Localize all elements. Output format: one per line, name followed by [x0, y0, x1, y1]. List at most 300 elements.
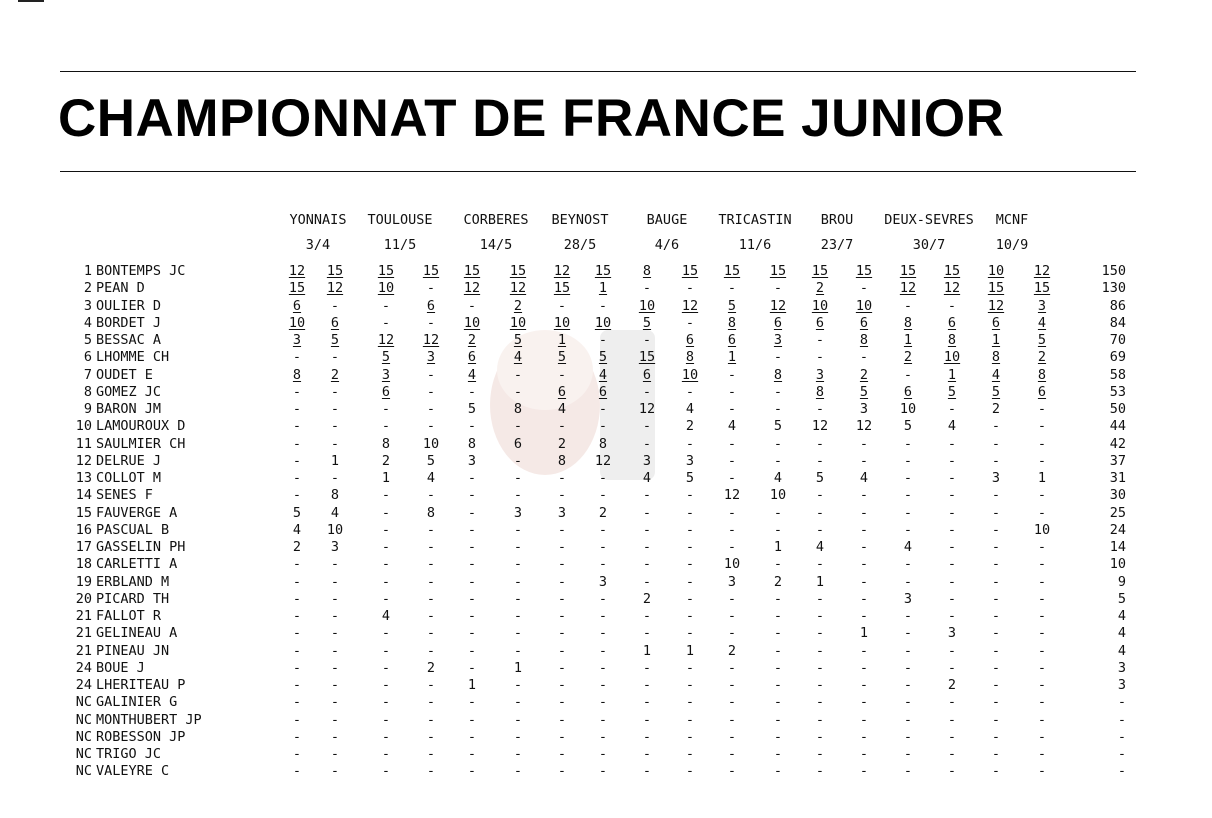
score-cell: -: [773, 625, 783, 642]
score-cell: -: [467, 711, 477, 728]
score-cell: -: [513, 470, 523, 486]
score-cell: 4: [642, 470, 652, 486]
score-cell: -: [598, 521, 608, 538]
race-name: YONNAIS: [289, 212, 347, 228]
score-cell: -: [292, 435, 302, 452]
race-date: 11/6: [738, 237, 772, 253]
score-cell: -: [685, 314, 695, 331]
score-cell: -: [330, 590, 340, 607]
score-cell: -: [557, 470, 567, 486]
score-cell: -: [292, 556, 302, 573]
score-cell: 15: [769, 263, 787, 279]
score-cell: -: [947, 694, 957, 711]
score-cell: 1: [685, 642, 695, 659]
score-cell: -: [727, 383, 737, 400]
score-cell: -: [513, 487, 523, 504]
score-cell: 5: [513, 332, 523, 348]
score-cell: -: [330, 608, 340, 624]
score-cell: -: [598, 763, 608, 780]
score-cell: -: [381, 763, 391, 780]
score-cell: 2: [642, 590, 652, 607]
score-cell: 1: [557, 332, 567, 348]
score-cell: -: [859, 677, 869, 693]
score-cell: 6: [947, 314, 957, 331]
score-cell: 10: [594, 314, 612, 331]
row-total: 84: [1109, 314, 1126, 331]
score-cell: -: [557, 711, 567, 728]
race-date: 30/7: [912, 237, 946, 253]
score-cell: -: [685, 608, 695, 624]
score-cell: 5: [859, 383, 869, 400]
row-name: CARLETTI A: [96, 556, 178, 573]
score-cell: -: [773, 504, 783, 521]
score-cell: -: [330, 556, 340, 573]
score-cell: -: [642, 435, 652, 452]
score-cell: 2: [513, 297, 523, 314]
score-cell: -: [727, 728, 737, 745]
score-cell: -: [292, 452, 302, 469]
score-cell: 2: [947, 677, 957, 693]
score-cell: 2: [991, 401, 1001, 417]
score-cell: 4: [991, 366, 1001, 383]
score-cell: -: [330, 711, 340, 728]
score-cell: 10: [509, 314, 527, 331]
score-cell: 3: [467, 452, 477, 469]
score-cell: -: [292, 573, 302, 590]
score-cell: 6: [727, 332, 737, 348]
row-total: 53: [1109, 383, 1126, 400]
score-cell: 6: [598, 383, 608, 400]
score-cell: 2: [598, 504, 608, 521]
score-cell: -: [903, 452, 913, 469]
row-rank: 3: [83, 297, 92, 314]
score-cell: -: [947, 763, 957, 780]
score-cell: -: [815, 746, 825, 762]
score-cell: -: [991, 539, 1001, 555]
row-rank: 12: [75, 452, 92, 469]
row-name: VALEYRE C: [96, 763, 170, 780]
row-name: SAULMIER CH: [96, 435, 186, 452]
score-cell: 1: [1037, 470, 1047, 486]
score-cell: 10: [553, 314, 571, 331]
row-rank: 5: [83, 332, 92, 348]
score-cell: -: [598, 711, 608, 728]
row-total: 58: [1109, 366, 1126, 383]
score-cell: -: [1037, 556, 1047, 573]
score-cell: -: [467, 470, 477, 486]
score-cell: -: [513, 608, 523, 624]
score-cell: 5: [426, 452, 436, 469]
score-cell: 4: [513, 349, 523, 366]
score-cell: 6: [815, 314, 825, 331]
row-total: 130: [1101, 280, 1126, 297]
score-cell: 6: [859, 314, 869, 331]
score-cell: 10: [769, 487, 787, 504]
score-cell: -: [727, 521, 737, 538]
score-cell: 2: [557, 435, 567, 452]
score-cell: 4: [815, 539, 825, 555]
score-cell: 2: [330, 366, 340, 383]
score-cell: -: [642, 711, 652, 728]
score-cell: -: [642, 728, 652, 745]
score-cell: -: [426, 711, 436, 728]
score-cell: -: [947, 590, 957, 607]
score-cell: -: [381, 746, 391, 762]
score-cell: -: [426, 763, 436, 780]
score-cell: -: [1037, 418, 1047, 435]
row-total: 5: [1117, 590, 1126, 607]
row-name: LAMOUROUX D: [96, 418, 186, 435]
score-cell: -: [330, 435, 340, 452]
score-cell: -: [642, 418, 652, 435]
score-cell: -: [991, 625, 1001, 642]
score-cell: 15: [288, 280, 306, 297]
score-cell: -: [1037, 659, 1047, 676]
score-cell: 12: [723, 487, 741, 504]
score-cell: -: [815, 556, 825, 573]
score-cell: -: [426, 418, 436, 435]
row-total: 44: [1109, 418, 1126, 435]
score-cell: -: [642, 556, 652, 573]
score-cell: -: [1037, 728, 1047, 745]
score-cell: 12: [943, 280, 961, 297]
score-cell: -: [426, 521, 436, 538]
row-total: 86: [1109, 297, 1126, 314]
row-total: -: [1117, 746, 1126, 762]
score-cell: -: [685, 659, 695, 676]
row-rank: NC: [75, 763, 92, 780]
score-cell: 12: [987, 297, 1005, 314]
row-total: -: [1117, 694, 1126, 711]
score-cell: -: [773, 677, 783, 693]
score-cell: 5: [292, 504, 302, 521]
row-name: PEAN D: [96, 280, 145, 297]
score-cell: -: [903, 728, 913, 745]
row-rank: 13: [75, 470, 92, 486]
score-cell: 12: [638, 401, 656, 417]
score-cell: 2: [1037, 349, 1047, 366]
row-rank: NC: [75, 694, 92, 711]
score-cell: -: [557, 625, 567, 642]
score-cell: -: [513, 452, 523, 469]
score-cell: -: [1037, 746, 1047, 762]
score-cell: 1: [859, 625, 869, 642]
score-cell: -: [426, 590, 436, 607]
score-cell: -: [330, 470, 340, 486]
score-cell: 5: [1037, 332, 1047, 348]
score-cell: 1: [815, 573, 825, 590]
score-cell: 5: [381, 349, 391, 366]
row-total: 50: [1109, 401, 1126, 417]
score-cell: -: [727, 711, 737, 728]
score-cell: -: [947, 556, 957, 573]
race-name: BEYNOST: [551, 212, 609, 228]
score-cell: -: [991, 694, 1001, 711]
score-cell: 8: [859, 332, 869, 348]
score-cell: -: [991, 677, 1001, 693]
score-cell: -: [1037, 487, 1047, 504]
row-rank: 17: [75, 539, 92, 555]
score-cell: -: [426, 573, 436, 590]
score-cell: 5: [642, 314, 652, 331]
score-cell: -: [1037, 539, 1047, 555]
score-cell: -: [557, 677, 567, 693]
row-rank: NC: [75, 728, 92, 745]
race-date: 11/5: [383, 237, 417, 253]
row-name: GALINIER G: [96, 694, 178, 711]
row-rank: 15: [75, 504, 92, 521]
score-cell: 12: [899, 280, 917, 297]
score-cell: -: [947, 521, 957, 538]
score-cell: 4: [685, 401, 695, 417]
score-cell: -: [947, 435, 957, 452]
score-cell: -: [773, 694, 783, 711]
score-cell: -: [426, 694, 436, 711]
score-cell: -: [1037, 763, 1047, 780]
score-cell: -: [292, 608, 302, 624]
score-cell: 5: [991, 383, 1001, 400]
score-cell: -: [598, 642, 608, 659]
row-total: 4: [1117, 625, 1126, 642]
score-cell: 10: [987, 263, 1005, 279]
score-cell: 8: [642, 263, 652, 279]
score-cell: -: [642, 504, 652, 521]
score-cell: -: [727, 677, 737, 693]
row-name: SENES F: [96, 487, 153, 504]
score-cell: -: [727, 590, 737, 607]
score-cell: -: [426, 625, 436, 642]
score-cell: -: [642, 763, 652, 780]
score-cell: -: [903, 297, 913, 314]
score-cell: -: [292, 418, 302, 435]
score-cell: -: [1037, 694, 1047, 711]
row-name: ROBESSON JP: [96, 728, 186, 745]
score-cell: -: [426, 728, 436, 745]
score-cell: 2: [773, 573, 783, 590]
score-cell: 10: [377, 280, 395, 297]
score-cell: 6: [513, 435, 523, 452]
score-cell: -: [903, 659, 913, 676]
score-cell: -: [1037, 711, 1047, 728]
score-cell: -: [947, 487, 957, 504]
score-cell: -: [381, 297, 391, 314]
score-cell: 12: [553, 263, 571, 279]
score-cell: -: [467, 297, 477, 314]
score-cell: 3: [815, 366, 825, 383]
score-cell: 6: [381, 383, 391, 400]
race-date: 28/5: [563, 237, 597, 253]
score-cell: -: [467, 521, 477, 538]
score-cell: -: [991, 711, 1001, 728]
row-rank: 16: [75, 521, 92, 538]
score-cell: -: [381, 401, 391, 417]
score-cell: -: [426, 401, 436, 417]
score-cell: 5: [947, 383, 957, 400]
score-cell: -: [513, 728, 523, 745]
score-cell: -: [903, 470, 913, 486]
row-name: COLLOT M: [96, 470, 162, 486]
score-cell: -: [727, 280, 737, 297]
score-cell: 10: [422, 435, 440, 452]
score-cell: -: [903, 504, 913, 521]
score-cell: -: [557, 590, 567, 607]
score-cell: -: [513, 711, 523, 728]
score-cell: -: [292, 401, 302, 417]
score-cell: -: [557, 746, 567, 762]
row-rank: 21: [75, 608, 92, 624]
score-cell: 3: [330, 539, 340, 555]
score-cell: -: [330, 659, 340, 676]
score-cell: 2: [426, 659, 436, 676]
score-cell: 2: [467, 332, 477, 348]
score-cell: 15: [681, 263, 699, 279]
score-cell: -: [598, 590, 608, 607]
score-cell: -: [292, 711, 302, 728]
score-cell: -: [947, 746, 957, 762]
row-name: BESSAC A: [96, 332, 162, 348]
score-cell: -: [513, 625, 523, 642]
score-cell: -: [685, 504, 695, 521]
score-cell: -: [815, 590, 825, 607]
row-name: BOUE J: [96, 659, 145, 676]
score-cell: -: [292, 470, 302, 486]
score-cell: 1: [642, 642, 652, 659]
score-cell: -: [947, 470, 957, 486]
row-name: PASCUAL B: [96, 521, 170, 538]
score-cell: 2: [859, 366, 869, 383]
score-cell: 8: [991, 349, 1001, 366]
score-cell: -: [685, 383, 695, 400]
score-cell: -: [292, 349, 302, 366]
score-cell: 1: [330, 452, 340, 469]
score-cell: -: [685, 435, 695, 452]
score-cell: -: [685, 556, 695, 573]
score-cell: 2: [292, 539, 302, 555]
row-total: 31: [1109, 470, 1126, 486]
score-cell: 12: [811, 418, 829, 435]
score-cell: -: [1037, 608, 1047, 624]
score-cell: -: [426, 314, 436, 331]
score-cell: -: [773, 763, 783, 780]
score-cell: -: [467, 383, 477, 400]
score-cell: 8: [426, 504, 436, 521]
score-cell: 15: [509, 263, 527, 279]
row-rank: 11: [75, 435, 92, 452]
score-cell: -: [903, 746, 913, 762]
score-cell: -: [685, 677, 695, 693]
score-cell: 8: [903, 314, 913, 331]
score-cell: -: [903, 677, 913, 693]
score-cell: 15: [377, 263, 395, 279]
row-rank: 6: [83, 349, 92, 366]
score-cell: 15: [987, 280, 1005, 297]
score-cell: -: [598, 694, 608, 711]
score-cell: -: [859, 608, 869, 624]
score-cell: -: [513, 694, 523, 711]
score-cell: 5: [903, 418, 913, 435]
score-cell: 3: [947, 625, 957, 642]
score-cell: -: [727, 746, 737, 762]
race-date: 23/7: [820, 237, 854, 253]
score-cell: 3: [1037, 297, 1047, 314]
score-cell: -: [815, 625, 825, 642]
score-cell: -: [859, 280, 869, 297]
top-rule: [60, 71, 1136, 72]
row-total: 4: [1117, 608, 1126, 624]
score-cell: 15: [1033, 280, 1051, 297]
score-cell: -: [642, 521, 652, 538]
score-cell: -: [598, 608, 608, 624]
score-cell: -: [513, 383, 523, 400]
row-name: BARON JM: [96, 401, 162, 417]
row-name: GOMEZ JC: [96, 383, 162, 400]
row-rank: 24: [75, 659, 92, 676]
score-cell: 5: [557, 349, 567, 366]
score-cell: 15: [855, 263, 873, 279]
race-name: CORBERES: [463, 212, 529, 228]
score-cell: -: [859, 435, 869, 452]
score-cell: -: [292, 625, 302, 642]
score-cell: 4: [598, 366, 608, 383]
score-cell: 15: [422, 263, 440, 279]
score-cell: 8: [815, 383, 825, 400]
score-cell: -: [467, 625, 477, 642]
score-cell: 4: [426, 470, 436, 486]
score-cell: 4: [947, 418, 957, 435]
score-cell: 5: [467, 401, 477, 417]
score-cell: 1: [903, 332, 913, 348]
score-cell: -: [598, 487, 608, 504]
score-cell: -: [598, 539, 608, 555]
score-cell: -: [685, 590, 695, 607]
row-name: GELINEAU A: [96, 625, 178, 642]
score-cell: -: [991, 521, 1001, 538]
score-cell: 10: [638, 297, 656, 314]
score-cell: -: [330, 694, 340, 711]
row-name: LHERITEAU P: [96, 677, 186, 693]
score-cell: -: [598, 677, 608, 693]
score-cell: -: [859, 711, 869, 728]
score-cell: -: [557, 487, 567, 504]
score-cell: 15: [943, 263, 961, 279]
score-cell: -: [773, 556, 783, 573]
row-name: DELRUE J: [96, 452, 162, 469]
score-cell: -: [773, 746, 783, 762]
score-cell: -: [292, 659, 302, 676]
score-cell: -: [859, 521, 869, 538]
score-cell: -: [381, 642, 391, 659]
score-cell: -: [991, 435, 1001, 452]
race-name: MCNF: [995, 212, 1029, 228]
score-cell: -: [381, 573, 391, 590]
score-cell: -: [947, 608, 957, 624]
score-cell: -: [381, 556, 391, 573]
score-cell: -: [426, 556, 436, 573]
score-cell: -: [859, 487, 869, 504]
score-cell: -: [292, 487, 302, 504]
score-cell: 12: [681, 297, 699, 314]
score-cell: -: [773, 711, 783, 728]
score-cell: -: [292, 728, 302, 745]
row-total: -: [1117, 763, 1126, 780]
score-cell: -: [815, 521, 825, 538]
score-cell: -: [815, 711, 825, 728]
scan-mark: [18, 0, 44, 2]
score-cell: -: [815, 763, 825, 780]
score-cell: -: [598, 470, 608, 486]
score-cell: -: [642, 280, 652, 297]
score-cell: -: [467, 763, 477, 780]
